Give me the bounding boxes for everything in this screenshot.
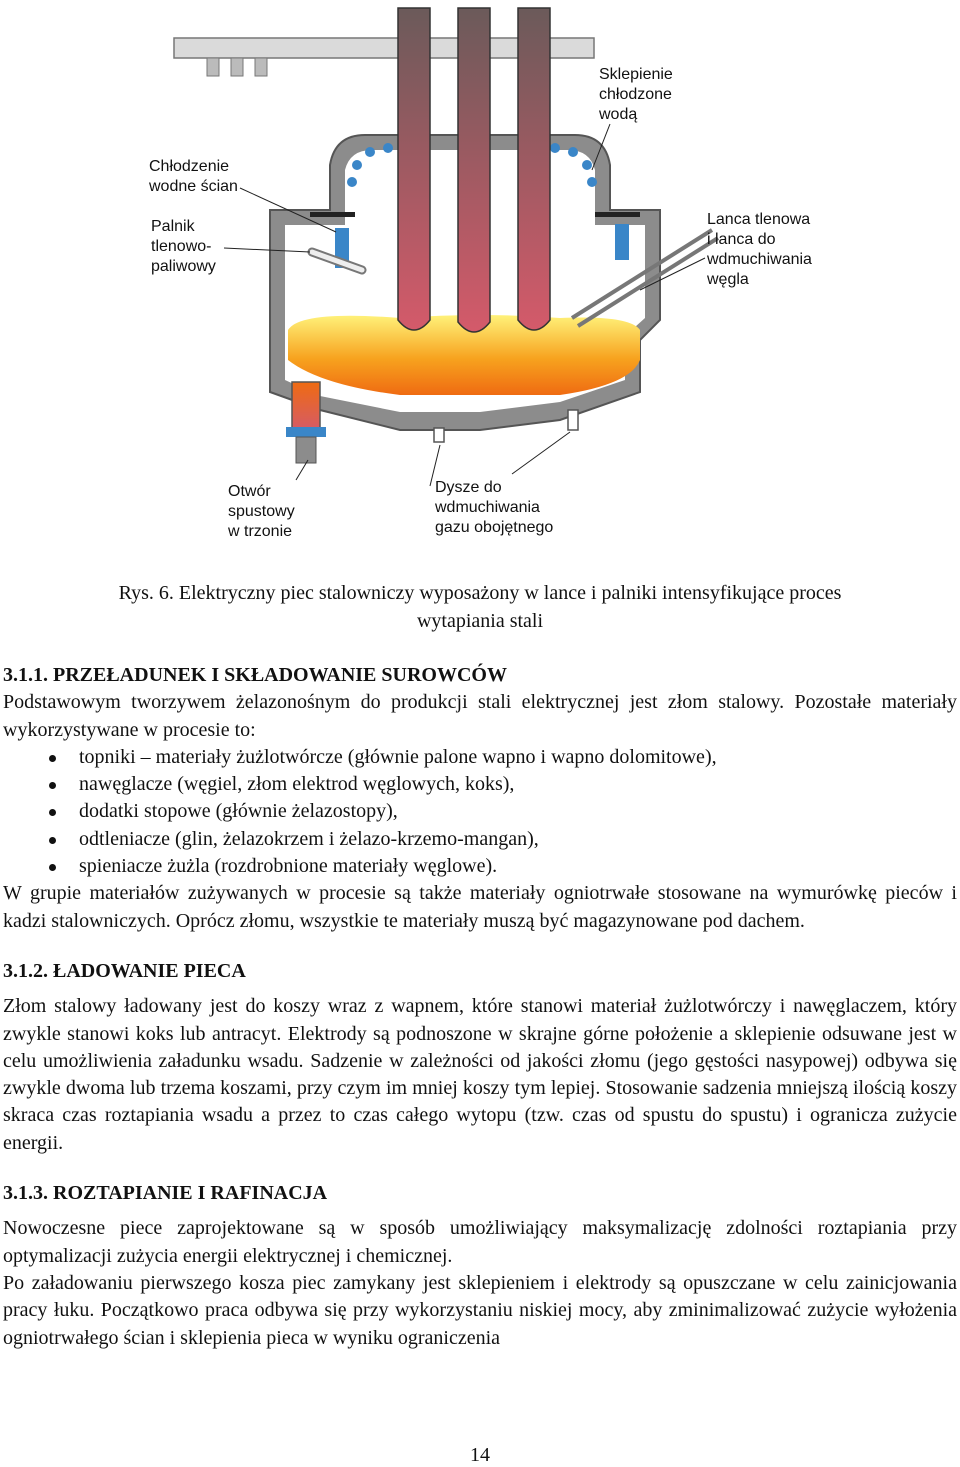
label-lance: Lanca tlenowa i lanca do wdmuchiwania węgla (707, 211, 812, 288)
section-heading: 3.1.3. ROZTAPIANIE I RAFINACJA (3, 1182, 328, 1205)
bullet-icon (49, 755, 56, 762)
section-heading: 3.1.2. ŁADOWANIE PIECA (3, 959, 246, 982)
body-text (3, 662, 957, 1352)
bullet-icon (49, 837, 56, 844)
list-item: dodatki stopowe (głównie żelazostopy), (3, 798, 957, 825)
page-number: 14 (470, 1444, 490, 1466)
caption-line-2: wytapiania stali (416, 609, 544, 632)
paragraph: Podstawowym tworzywem żelazonośnym do produkcji stali elektrycznej jest złom stalowy. Pozostałe materiały wykorzystywane w procesie to: (3, 691, 957, 741)
label-wall-cooling: Chłodzenie wodne ścian (149, 158, 238, 195)
paragraph: Nowoczesne piece zaprojektowane są w sposób umożliwiający maksymalizację zdolności roztapiania przy optymalizacji zużycia energii elektrycznej i chemicznej. (3, 1217, 957, 1267)
materials-list (3, 744, 957, 880)
figure-caption (30, 580, 930, 635)
electrodes (398, 8, 550, 332)
caption-line-1: Rys. 6. Elektryczny piec stalowniczy wyposażony w lance i palniki intensyfikujące proces (118, 582, 842, 604)
list-item: odtleniacze (glin, żelazokrzem i żelazo-krzemo-mangan), (3, 826, 957, 853)
paragraph: Złom stalowy ładowany jest do koszy wraz z wapnem, które stanowi materiał żużlotwórczy i nawęglaczem, który zwykle stanowi koks lub antracyt. Elektrody są podnoszone w skrajne górne położenie a sklepienie odsuwane jest w celu umożliwienia załadunku wsadu. Sadzenie w zależności od jakości złomu (jego gęstości nasypowej) odbywa się zwykle dwoma lub trzema koszami, przy czym im mniej koszy tym lepiej. Stosowanie sadzenia mniejszą ilością koszy skraca czas roztapiania wsadu a przez to czas całego wytopu (tzw. czas od spustu do spustu) i ogranicza zużycie energii. (3, 995, 957, 1154)
label-nozzles: Dysze do wdmuchiwania gazu obojętnego (435, 479, 554, 536)
label-burner: Palnik tlenowo- paliwowy (151, 218, 216, 275)
list-item: topniki – materiały żużlotwórcze (głównie palone wapno i wapno dolomitowe), (3, 744, 957, 771)
label-tap-hole: Otwór spustowy w trzonie (228, 483, 295, 540)
label-roof: Sklepienie chłodzone wodą (599, 66, 673, 123)
tap-hole (286, 382, 326, 463)
bullet-icon (49, 864, 56, 871)
paragraph: Po załadowaniu pierwszego kosza piec zamykany jest sklepieniem i elektrody są opuszczane w celu zainicjowania pracy łuku. Początkowo praca odbywa się przy wykorzystaniu niskiej mocy, aby zminimalizować zużycie wyłożenia ogniotrwałego ścian i sklepienia pieca w wyniku ograniczenia (3, 1271, 957, 1349)
paragraph: W grupie materiałów zużywanych w procesie są także materiały ogniotrwałe stosowane na wymurówkę pieców i kadzi stalowniczych. Oprócz złomu, wszystkie te materiały muszą być magazynowane pod dachem. (3, 882, 957, 932)
furnace-diagram (0, 0, 960, 560)
bullet-icon (49, 809, 56, 816)
list-item: spieniacze żużla (rozdrobnione materiały węglowe). (3, 853, 957, 880)
section-heading: 3.1.1. PRZEŁADUNEK I SKŁADOWANIE SUROWCÓW (3, 664, 507, 686)
list-item: nawęglacze (węgiel, złom elektrod węglowych, koks), (3, 771, 957, 798)
bullet-icon (49, 782, 56, 789)
